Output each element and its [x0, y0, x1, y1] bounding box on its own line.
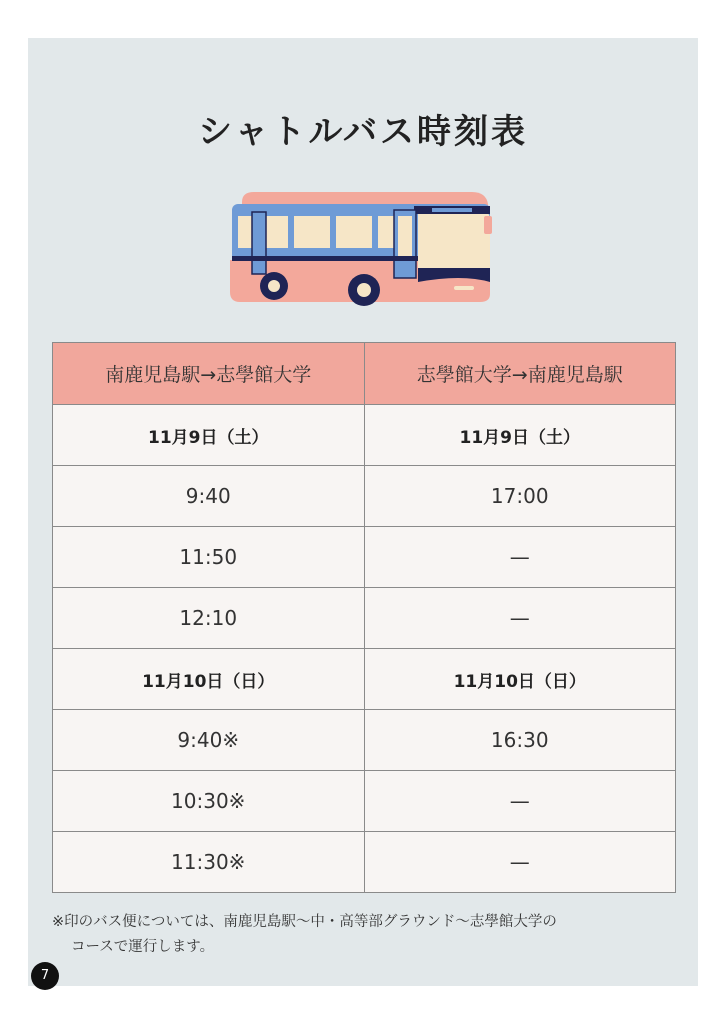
footnote [52, 910, 682, 960]
table-cell: 11:30※ [53, 832, 365, 893]
table-cell: 11月9日（土） [53, 405, 365, 466]
timetable [52, 342, 676, 893]
header-return: 志學館大学→南鹿児島駅 [364, 343, 676, 405]
table-cell: — [364, 527, 676, 588]
table-cell: 10:30※ [53, 771, 365, 832]
table-cell: — [364, 832, 676, 893]
footnote-line-1: ※印のバス便については、南鹿児島駅〜中・高等部グラウンド〜志學館大学の [52, 914, 557, 930]
table-row [53, 405, 676, 466]
table-row [53, 710, 676, 771]
bus-illustration-icon [222, 182, 504, 310]
table-cell: 16:30 [364, 710, 676, 771]
table-cell: 9:40 [53, 466, 365, 527]
table-row [53, 771, 676, 832]
table-cell: 11月10日（日） [53, 649, 365, 710]
footnote-line-2: コースで運行します。 [71, 939, 215, 955]
table-cell: 17:00 [364, 466, 676, 527]
page-title: シャトルバス時刻表 [198, 112, 528, 152]
table-row [53, 588, 676, 649]
page-number-badge: 7 [31, 962, 59, 990]
header-outbound: 南鹿児島駅→志學館大学 [53, 343, 365, 405]
table-row [53, 832, 676, 893]
table-header-row [53, 343, 676, 405]
table-cell: 11月10日（日） [364, 649, 676, 710]
table-cell: 11月9日（土） [364, 405, 676, 466]
table-cell: 9:40※ [53, 710, 365, 771]
table-cell: 12:10 [53, 588, 365, 649]
table-cell: — [364, 588, 676, 649]
table-row [53, 466, 676, 527]
table-cell: 11:50 [53, 527, 365, 588]
table-row [53, 527, 676, 588]
table-cell: — [364, 771, 676, 832]
table-row [53, 649, 676, 710]
